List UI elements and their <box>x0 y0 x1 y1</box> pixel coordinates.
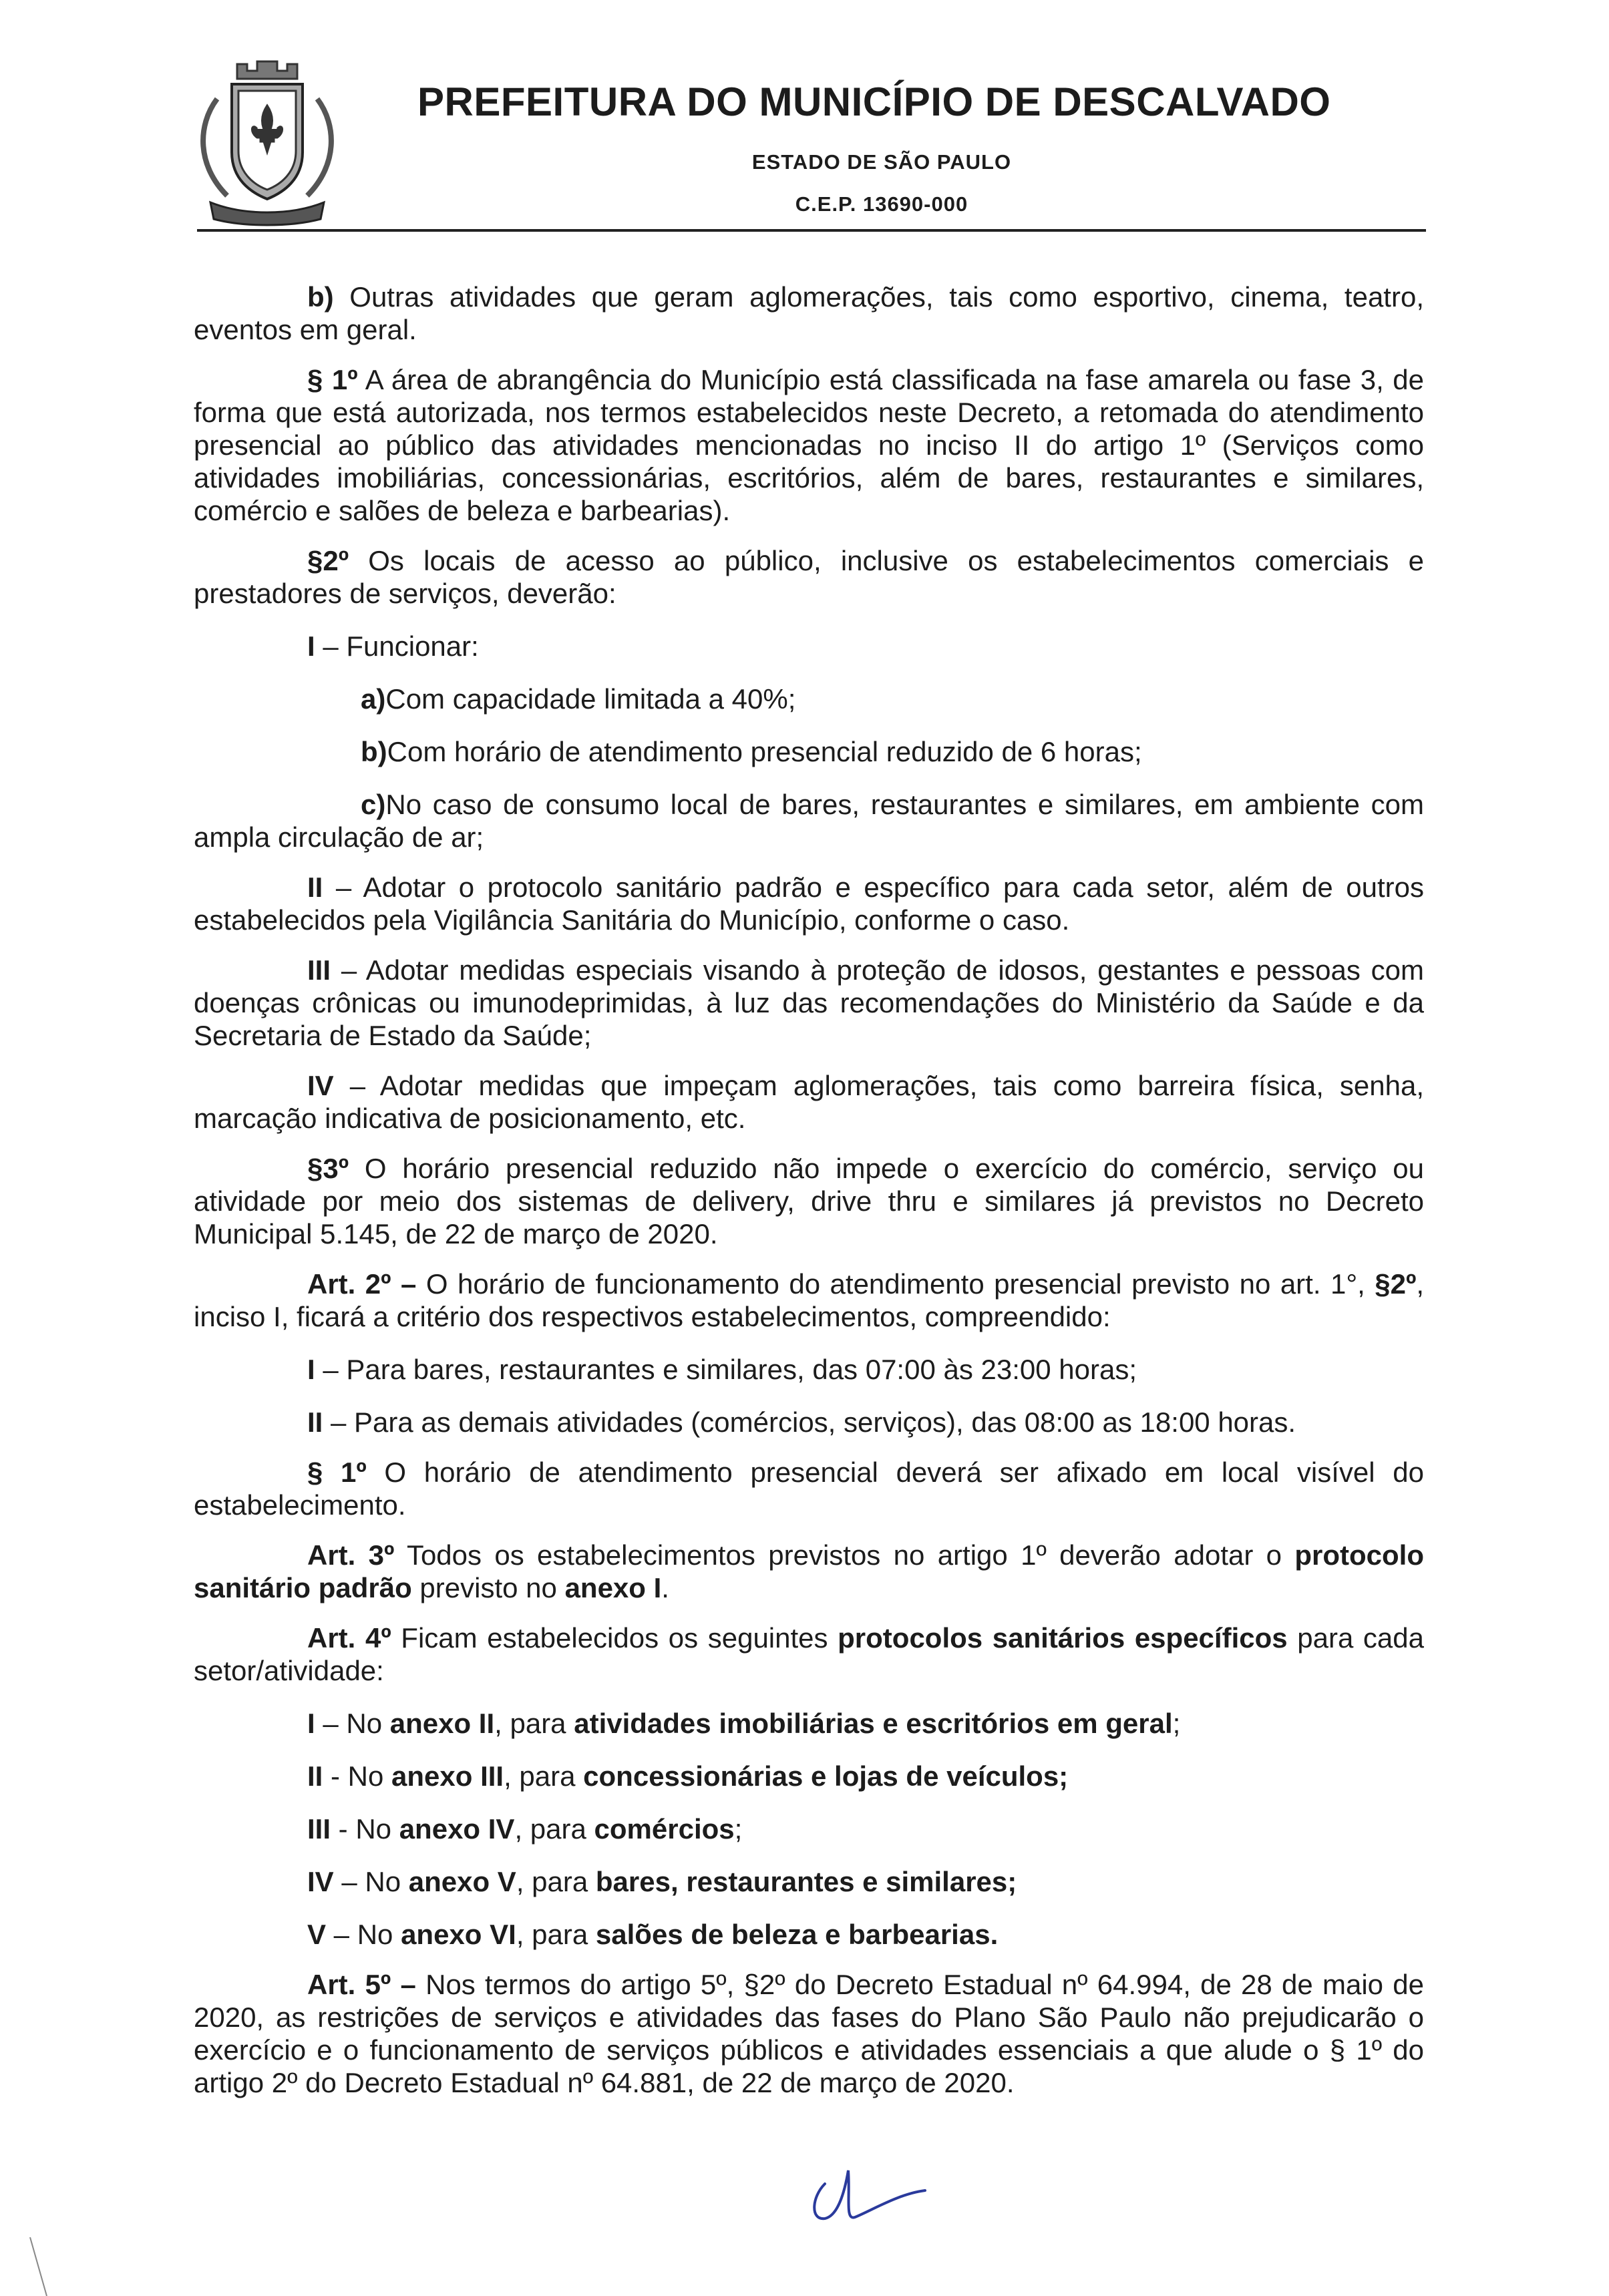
paragraph-art4-inciso-5: V – No anexo VI, para salões de beleza e barbearias. <box>307 1919 999 1950</box>
paragraph-inciso-3: III – Adotar medidas especiais visando à proteção de idosos, gestantes e pessoas com doenças crônicas ou imunodeprimidas, à luz das recomendações do Ministério da Saúde e da Secretaria de Estado da Saúde; <box>194 954 1424 1051</box>
paragraph-alinea-a: a)Com capacidade limitada a 40%; <box>361 683 796 715</box>
paragraph-art4-inciso-1: I – No anexo II, para atividades imobiliárias e escritórios em geral; <box>307 1708 1181 1739</box>
page-title: PREFEITURA DO MUNICÍPIO DE DESCALVADO <box>417 79 1331 124</box>
paragraph-section-1: § 1º A área de abrangência do Município está classificada na fase amarela ou fase 3, de forma que está autorizada, nos termos estabelecidos neste Decreto, a retomada do atendimento presencial ao público das atividades mencionadas no inciso II do artigo 1º (Serviços como atividades imobiliárias, concessionárias, escritórios, além de bares, restaurantes e similares, comércio e salões de beleza e barbearias). <box>194 364 1424 526</box>
paragraph-art4-inciso-4: IV – No anexo V, para bares, restaurantes e similares; <box>307 1866 1017 1897</box>
coat-of-arms-icon <box>190 52 344 229</box>
paragraph-inciso-1: I – Funcionar: <box>307 630 479 662</box>
paragraph-inciso-4: IV – Adotar medidas que impeçam aglomerações, tais como barreira física, senha, marcação indicativa de posicionamento, etc. <box>194 1070 1424 1134</box>
paragraph-section-3: §3º O horário presencial reduzido não impede o exercício do comércio, serviço ou atividade por meio dos sistemas de delivery, drive thru e similares já previstos no Decreto Municipal 5.145, de 22 de março de 2020. <box>194 1153 1424 1250</box>
paragraph-article-2: Art. 2º – O horário de funcionamento do atendimento presencial previsto no art. 1°, §2º, inciso I, ficará a critério dos respectivos estabelecimentos, compreendido: <box>194 1268 1424 1332</box>
state-subtitle: ESTADO DE SÃO PAULO <box>751 150 1012 174</box>
paragraph-article-3: Art. 3º Todos os estabelecimentos previstos no artigo 1º deverão adotar o protocolo sanitário padrão previsto no anexo I. <box>194 1539 1424 1603</box>
paragraph-art2-section-1: § 1º O horário de atendimento presencial deverá ser afixado em local visível do estabelecimento. <box>194 1457 1424 1521</box>
paragraph-alinea-c: c)No caso de consumo local de bares, restaurantes e similares, em ambiente com ampla circulação de ar; <box>194 789 1424 853</box>
cep-subtitle: C.E.P. 13690-000 <box>795 192 968 216</box>
header-divider <box>197 229 1426 232</box>
paragraph-article-5: Art. 5º – Nos termos do artigo 5º, §2º do Decreto Estadual nº 64.994, de 28 de maio de 2020, as restrições de serviços e atividades das fases do Plano São Paulo não prejudicarão o exercício e o funcionamento de serviços públicos e atividades essenciais a que alude o § 1º do artigo 2º do Decreto Estadual nº 64.881, de 22 de março de 2020. <box>194 1969 1424 2098</box>
paragraph-item-b: b) Outras atividades que geram aglomerações, tais como esportivo, cinema, teatro, eventos em geral. <box>194 281 1424 345</box>
paragraph-alinea-b: b)Com horário de atendimento presencial reduzido de 6 horas; <box>361 736 1142 767</box>
paragraph-article-4: Art. 4º Ficam estabelecidos os seguintes protocolos sanitários específicos para cada setor/atividade: <box>194 1622 1425 1686</box>
signature-icon <box>798 2157 932 2231</box>
paragraph-inciso-2: II – Adotar o protocolo sanitário padrão e específico para cada setor, além de outros estabelecidos pela Vigilância Sanitária do Município, conforme o caso. <box>194 872 1424 936</box>
document-body <box>194 280 1424 2099</box>
scan-edge-mark <box>27 2237 53 2296</box>
paragraph-art4-inciso-3: III - No anexo IV, para comércios; <box>307 1813 743 1845</box>
paragraph-art2-inciso-2: II – Para as demais atividades (comércios, serviços), das 08:00 as 18:00 horas. <box>307 1406 1296 1438</box>
paragraph-art2-inciso-1: I – Para bares, restaurantes e similares, das 07:00 às 23:00 horas; <box>307 1354 1137 1385</box>
paragraph-art4-inciso-2: II - No anexo III, para concessionárias e lojas de veículos; <box>307 1760 1069 1792</box>
paragraph-section-2: §2º Os locais de acesso ao público, inclusive os estabelecimentos comerciais e prestadores de serviços, deverão: <box>194 545 1424 609</box>
